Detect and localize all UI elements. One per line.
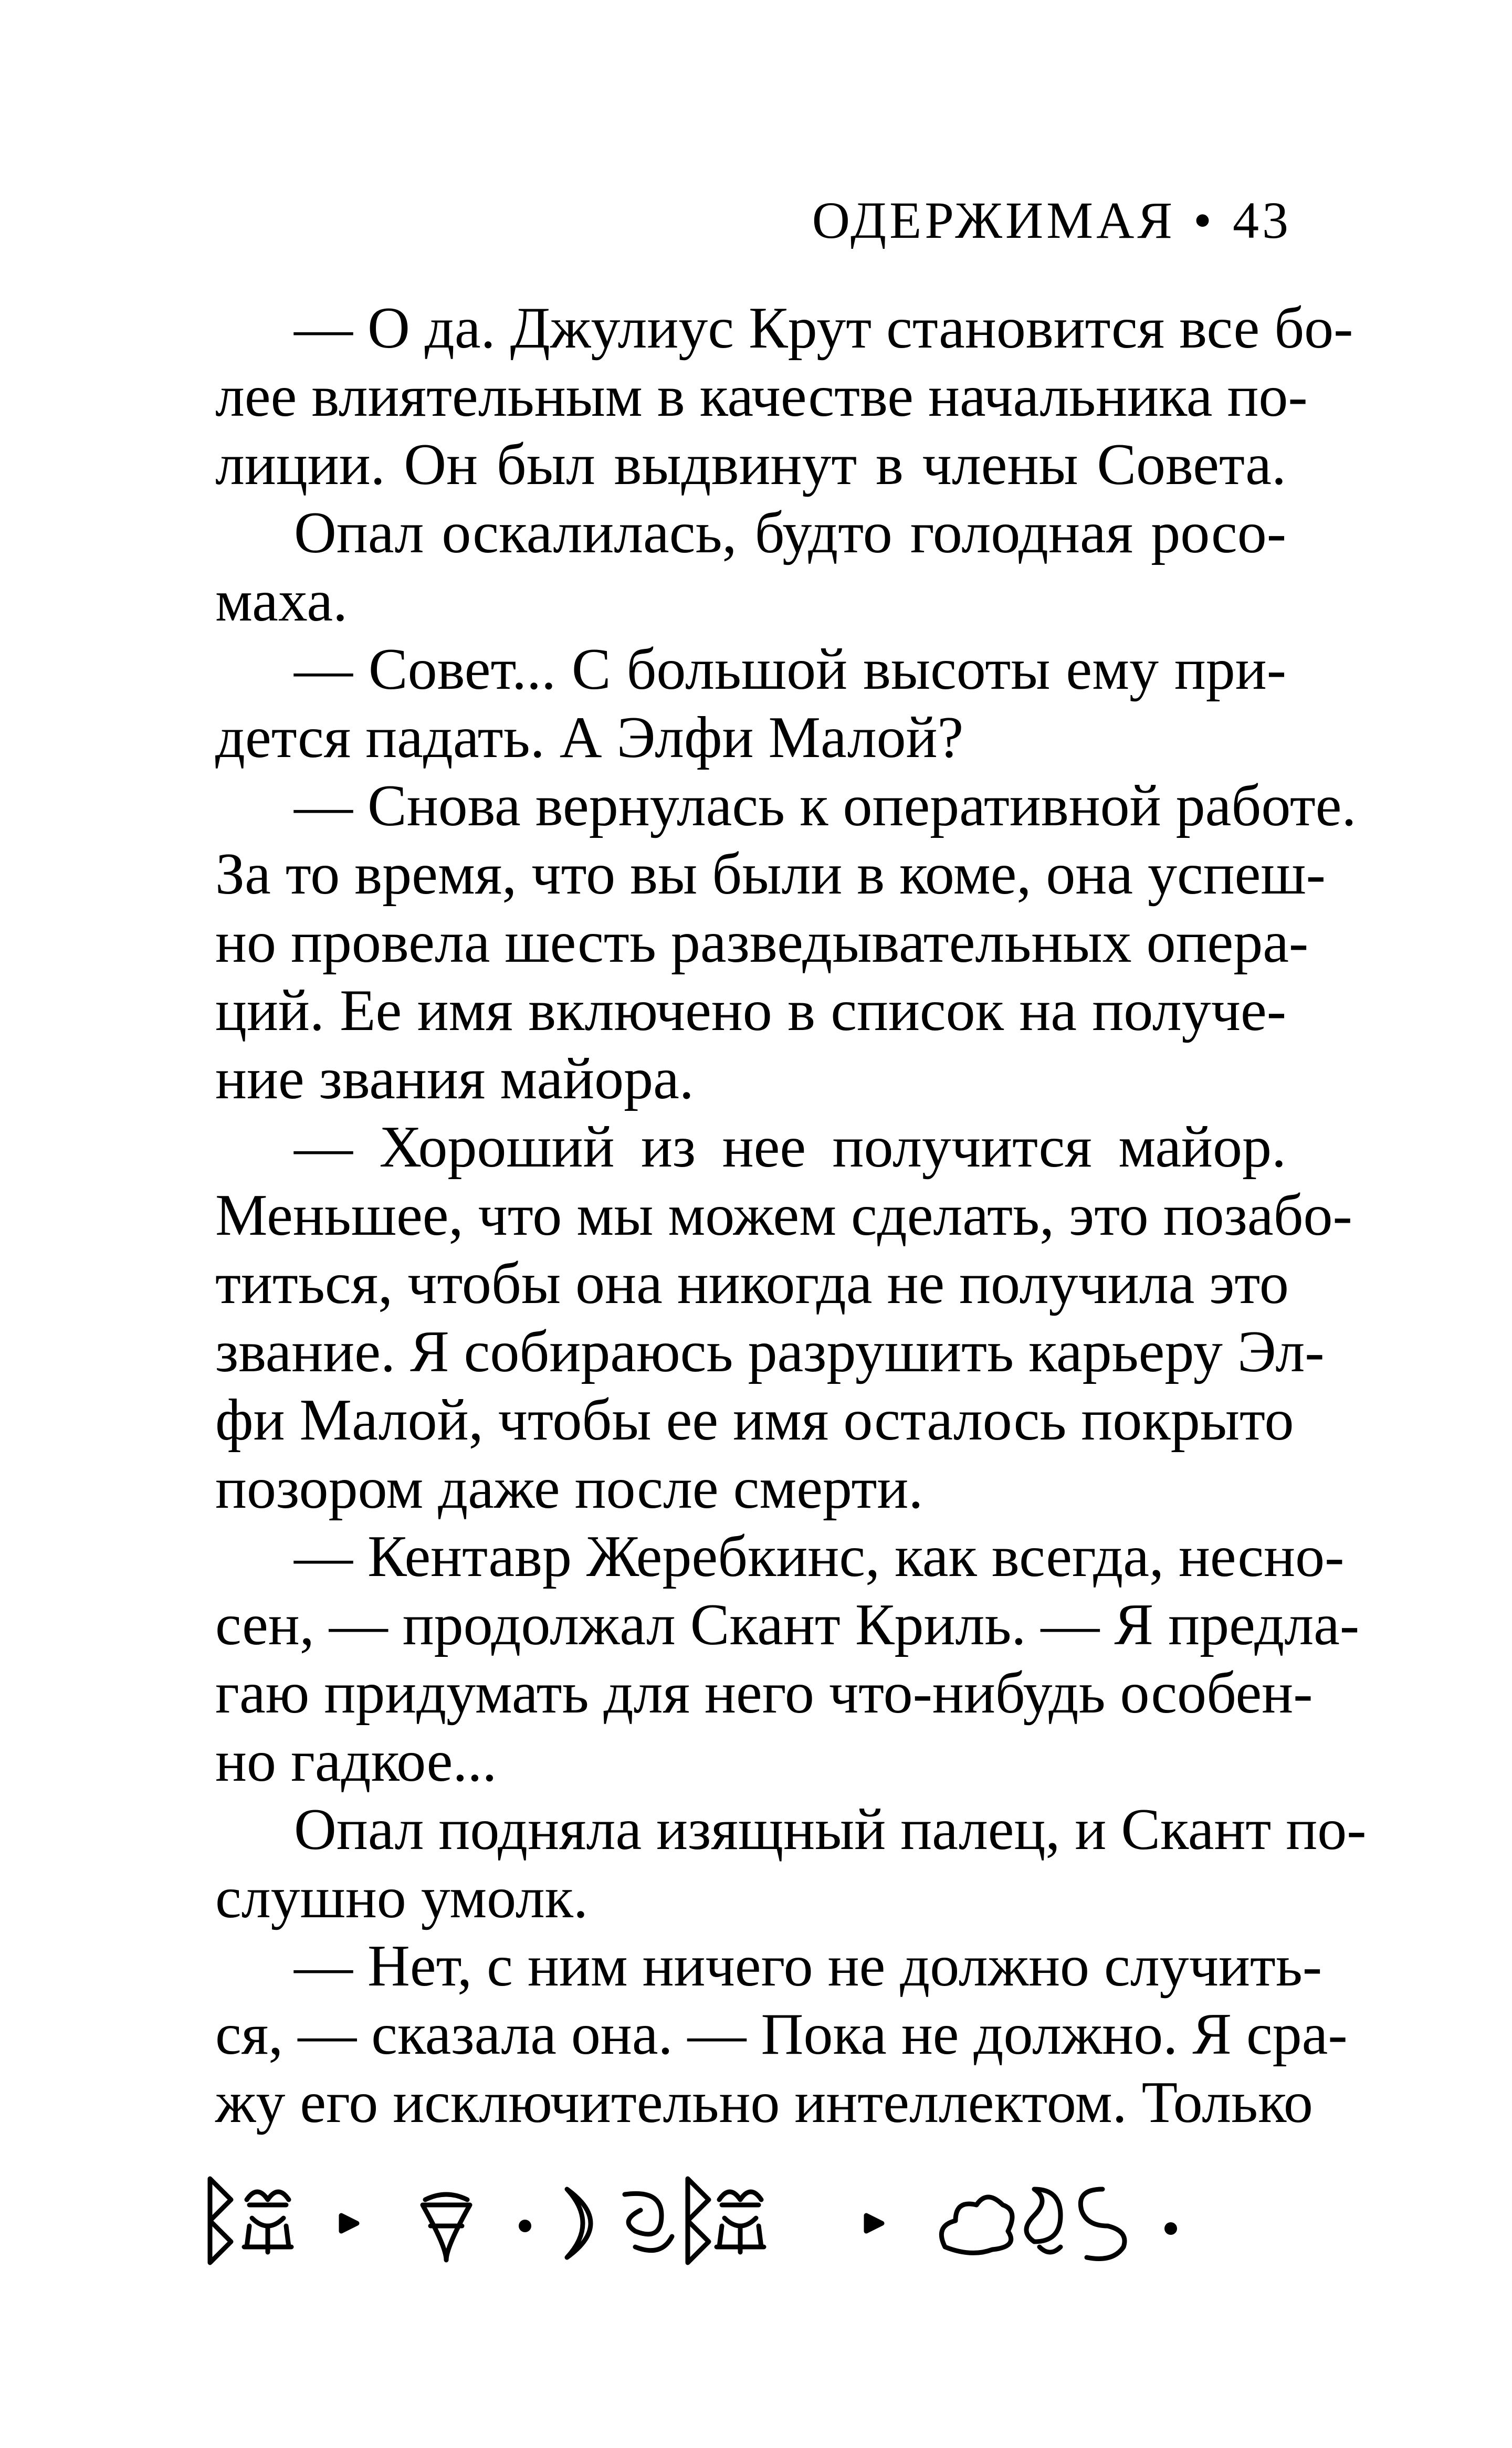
text-line: ся, — сказала она. — Пока не должно. Я сра-: [215, 2002, 1348, 2067]
text-line: титься, чтобы она никогда не получила это: [215, 1251, 1289, 1316]
text-line: — Кентавр Жеребкинс, как всегда, несно-: [294, 1524, 1345, 1589]
text-line: жу его исключительно интеллектом. Только: [215, 2070, 1313, 2135]
text-line: ние звания майора.: [215, 1046, 694, 1111]
text-line: — Совет... С большой высоты ему при-: [294, 637, 1286, 702]
gnommish-rune-strip-icon: [200, 2168, 1312, 2273]
text-line: — Снова вернулась к оперативной работе.: [294, 773, 1357, 838]
text-line: — Хороший из нее получится майор.: [294, 1115, 1286, 1180]
text-line: позором даже после смерти.: [215, 1456, 923, 1521]
text-line: фи Малой, чтобы ее имя осталось покрыто: [215, 1388, 1294, 1453]
body-text: [215, 294, 1367, 2137]
text-line: Меньшее, что мы можем сделать, это позабо-: [215, 1183, 1352, 1248]
text-line: лее влиятельным в качестве начальника по-: [215, 364, 1308, 429]
text-line: ций. Ее имя включено в список на получе-: [215, 978, 1286, 1043]
running-head-title: ОДЕРЖИМАЯ: [812, 191, 1175, 249]
text-line: Опал оскалилась, будто голодная росо-: [294, 500, 1286, 565]
text-line: гаю придумать для него что-нибудь особен-: [215, 1661, 1313, 1726]
text-line: но провела шесть разведывательных опера-: [215, 910, 1309, 975]
text-line: сен, — продолжал Скант Криль. — Я предла-: [215, 1592, 1360, 1657]
text-line: слушно умолк.: [215, 1865, 589, 1930]
running-head: [788, 189, 1292, 252]
text-line: дется падать. А Элфи Малой?: [215, 705, 964, 770]
text-line: лиции. Он был выдвинут в члены Совета.: [215, 432, 1286, 497]
page-number: 43: [1233, 191, 1292, 249]
text-line: звание. Я собираюсь разрушить карьеру Эл-: [215, 1319, 1325, 1384]
running-head-separator: •: [1193, 191, 1215, 249]
text-line: — О да. Джулиус Крут становится все бо-: [294, 296, 1353, 361]
text-line: Опал подняла изящный палец, и Скант по-: [294, 1797, 1367, 1862]
text-line: но гадкое...: [215, 1729, 497, 1794]
text-line: За то время, что вы были в коме, она успеш-: [215, 842, 1326, 907]
text-line: маха.: [215, 569, 348, 634]
text-line: — Нет, с ним ничего не должно случить-: [294, 1934, 1322, 1999]
